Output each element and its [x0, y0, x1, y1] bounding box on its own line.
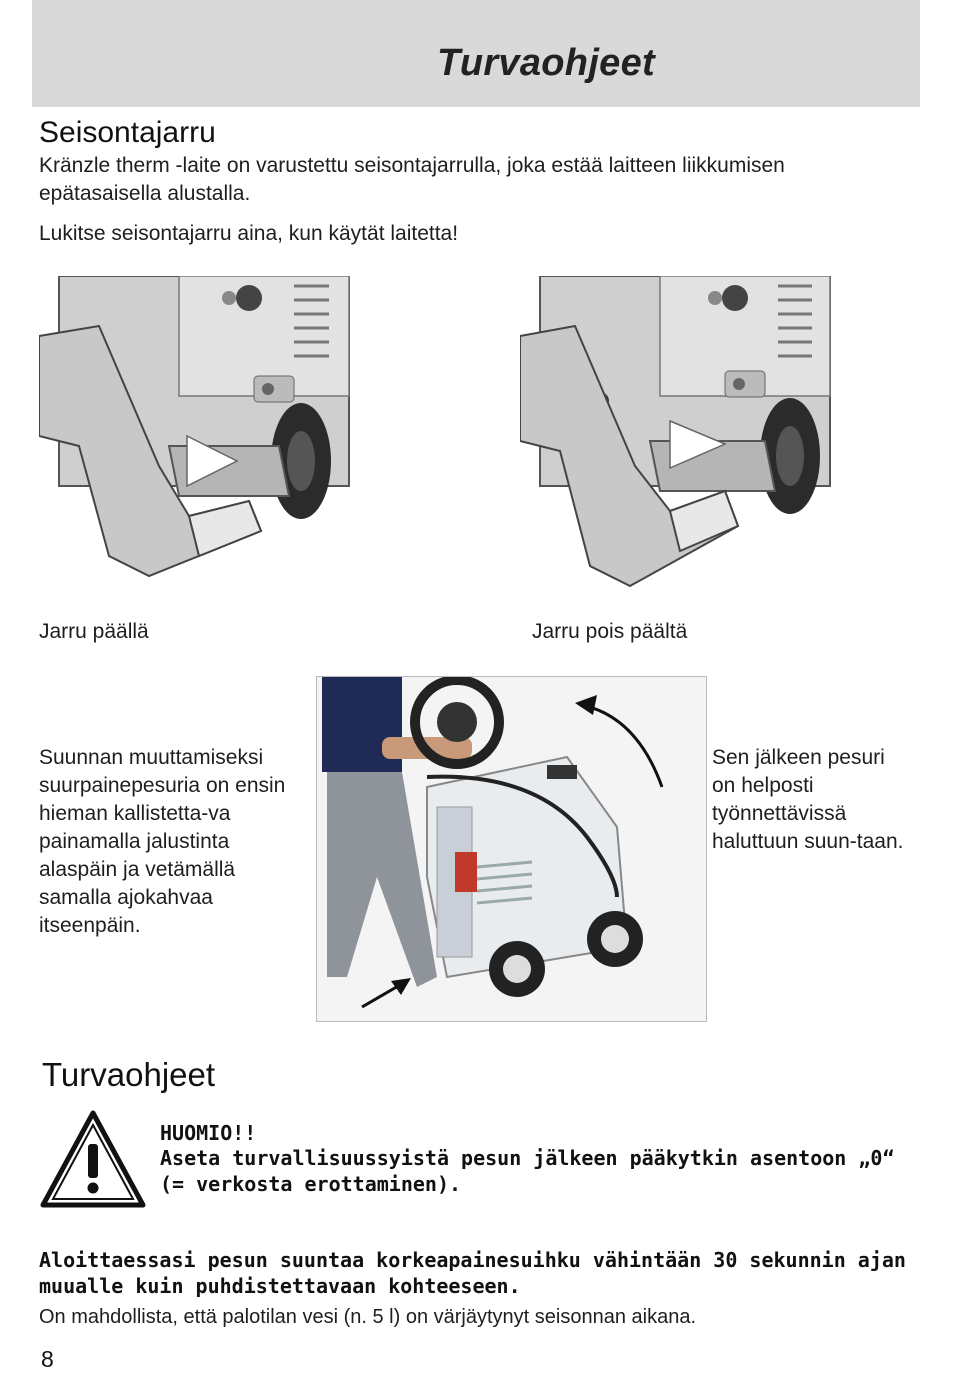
warning-title: HUOMIO!!	[160, 1121, 257, 1145]
brake-on-illustration	[39, 276, 351, 606]
page-number: 8	[41, 1346, 54, 1372]
bold-note: Aloittaessasi pesun suuntaa korkeapainesuihku vähintään 30 sekunnin ajan muualle kuin puhdistettavaan kohteeseen.	[39, 1248, 906, 1298]
parking-brake-paragraph: Kränzle therm -laite on varustettu seisontajarrulla, joka estää laitteen liikkumisen epätasaisella alustalla.	[39, 154, 785, 205]
section-heading-safety: Turvaohjeet	[42, 1056, 216, 1093]
brake-off-caption: Jarru pois päältä	[532, 620, 688, 643]
brake-on-drawing	[39, 276, 351, 606]
warning-text: Aseta turvallisuussyistä pesun jälkeen pääkytkin asentoon „0“ (= verkosta erottaminen).	[160, 1146, 895, 1196]
pressure-washer-photo	[316, 676, 707, 1022]
turning-instructions-left: Suunnan muuttamiseksi suurpainepesuria on ensin hieman kallistetta-va painamalla jalustinta alaspäin ja vetämällä samalla ajokahvaa itseenpäin.	[39, 746, 286, 937]
brake-off-drawing	[520, 276, 835, 606]
parking-brake-instruction: Lukitse seisontajarru aina, kun käytät laitetta!	[39, 222, 459, 245]
brake-on-caption: Jarru päällä	[39, 620, 149, 643]
section-heading-parking-brake: Seisontajarru	[39, 116, 216, 149]
brake-off-illustration	[520, 276, 835, 606]
header-bar	[32, 0, 920, 107]
pressure-washer-drawing	[317, 677, 706, 1021]
page-title: Turvaohjeet	[437, 42, 655, 84]
warning-triangle-icon	[40, 1110, 146, 1208]
turning-instructions-right: Sen jälkeen pesuri on helposti työnnettävissä haluttuun suun-taan.	[712, 746, 904, 853]
normal-note: On mahdollista, että palotilan vesi (n. 5 l) on värjäytynyt seisonnan aikana.	[39, 1306, 697, 1328]
